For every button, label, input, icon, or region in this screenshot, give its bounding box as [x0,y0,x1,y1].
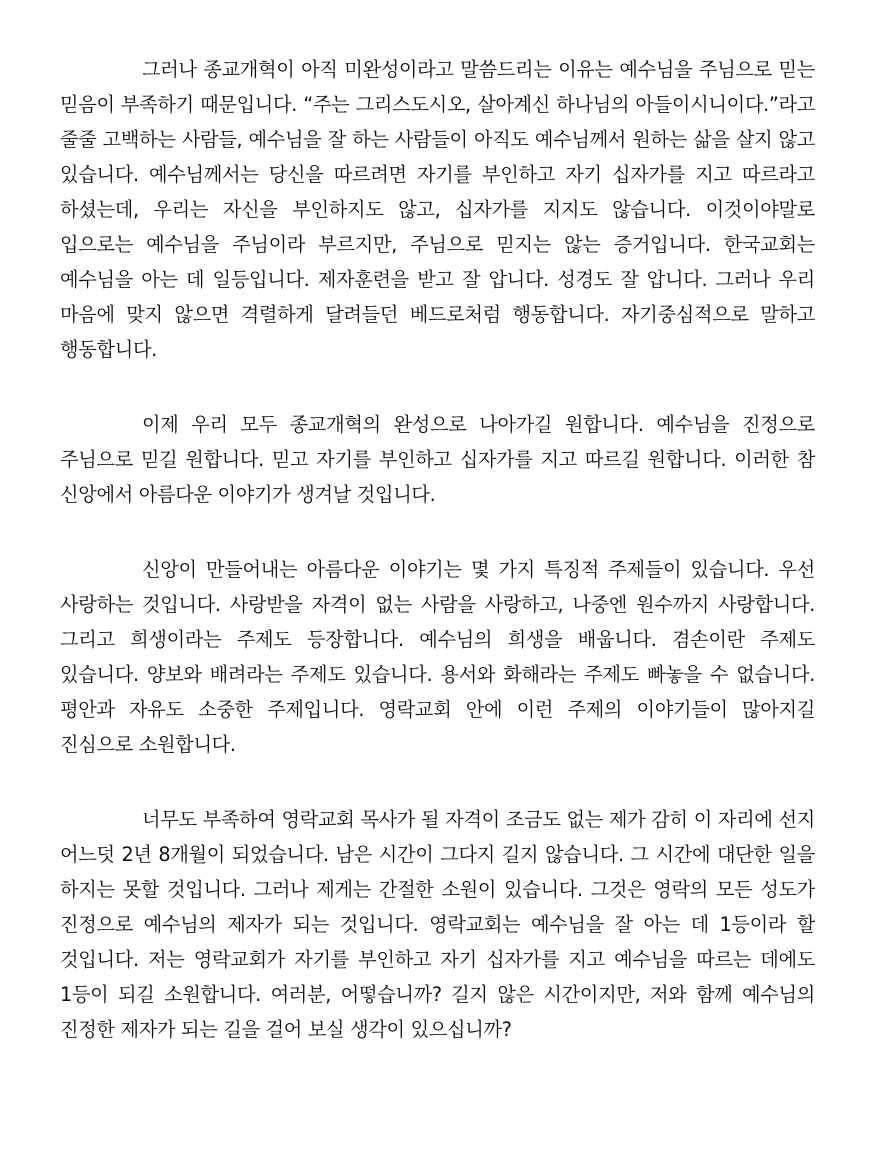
paragraph-1: 그러나 종교개혁이 아직 미완성이라고 말씀드리는 이유는 예수님을 주님으로 믿는 믿음이 부족하기 때문입니다. “주는 그리스도시오, 살아계신 하나님의 아들이시니이다.”라고 줄줄 고백하는 사람들, 예수님을 잘 하는 사람들이 아직도 예수님께서 원하는 삶을 살지 않고 있습니다. 예수님께서는 당신을 따르려면 자기를 부인하고 자기 십자가를 지고 따르라고 하셨는데, 우리는 자신을 부인하지도 않고, 십자가를 지지도 않습니다. 이것이야말로 입으로는 예수님을 주님이라 부르지만, 주님으로 믿지는 않는 증거입니다. 한국교회는 예수님을 아는 데 일등입니다. 제자훈련을 받고 잘 압니다. 성경도 잘 압니다. 그러나 우리 마음에 맞지 않으면 격렬하게 달려들던 베드로처럼 행동합니다. 자기중심적으로 말하고 행동합니다. [60,58,815,361]
paragraph-3: 신앙이 만들어내는 아름다운 이야기는 몇 가지 특징적 주제들이 있습니다. 우선 사랑하는 것입니다. 사랑받을 자격이 없는 사람을 사랑하고, 나중엔 원수까지 사랑합니다. 그리고 희생이라는 주제도 등장합니다. 예수님의 희생을 배웁니다. 겸손이란 주제도 있습니다. 양보와 배려라는 주제도 있습니다. 용서와 화해라는 주제도 빠놓을 수 없습니다. 평안과 자유도 소중한 주제입니다. 영락교회 안에 이런 주제의 이야기들이 많아지길 진심으로 소원합니다. [60,558,815,756]
paragraph-2: 이제 우리 모두 종교개혁의 완성으로 나아가길 원합니다. 예수님을 진정으로 주님으로 믿길 원합니다. 믿고 자기를 부인하고 십자가를 지고 따르길 원합니다. 이러한 참 신앙에서 아름다운 이야기가 생겨날 것입니다. [60,413,815,506]
paragraph-4: 너무도 부족하여 영락교회 목사가 될 자격이 조금도 없는 제가 감히 이 자리에 선지 어느덧 2년 8개월이 되었습니다. 남은 시간이 그다지 길지 않습니다. 그 시간에 대단한 일을 하지는 못할 것입니다. 그러나 제게는 간절한 소원이 있습니다. 그것은 영락의 모든 성도가 진정으로 예수님의 제자가 되는 것입니다. 영락교회는 예수님을 잘 아는 데 1등이라 할 것입니다. 저는 영락교회가 자기를 부인하고 자기 십자가를 지고 예수님을 따르는 데에도 1등이 되길 소원합니다. 여러분, 어떻습니까? 길지 않은 시간이지만, 저와 함께 예수님의 진정한 제자가 되는 길을 걸어 보실 생각이 있으십니까? [60,808,815,1041]
document-page [60,52,815,1047]
